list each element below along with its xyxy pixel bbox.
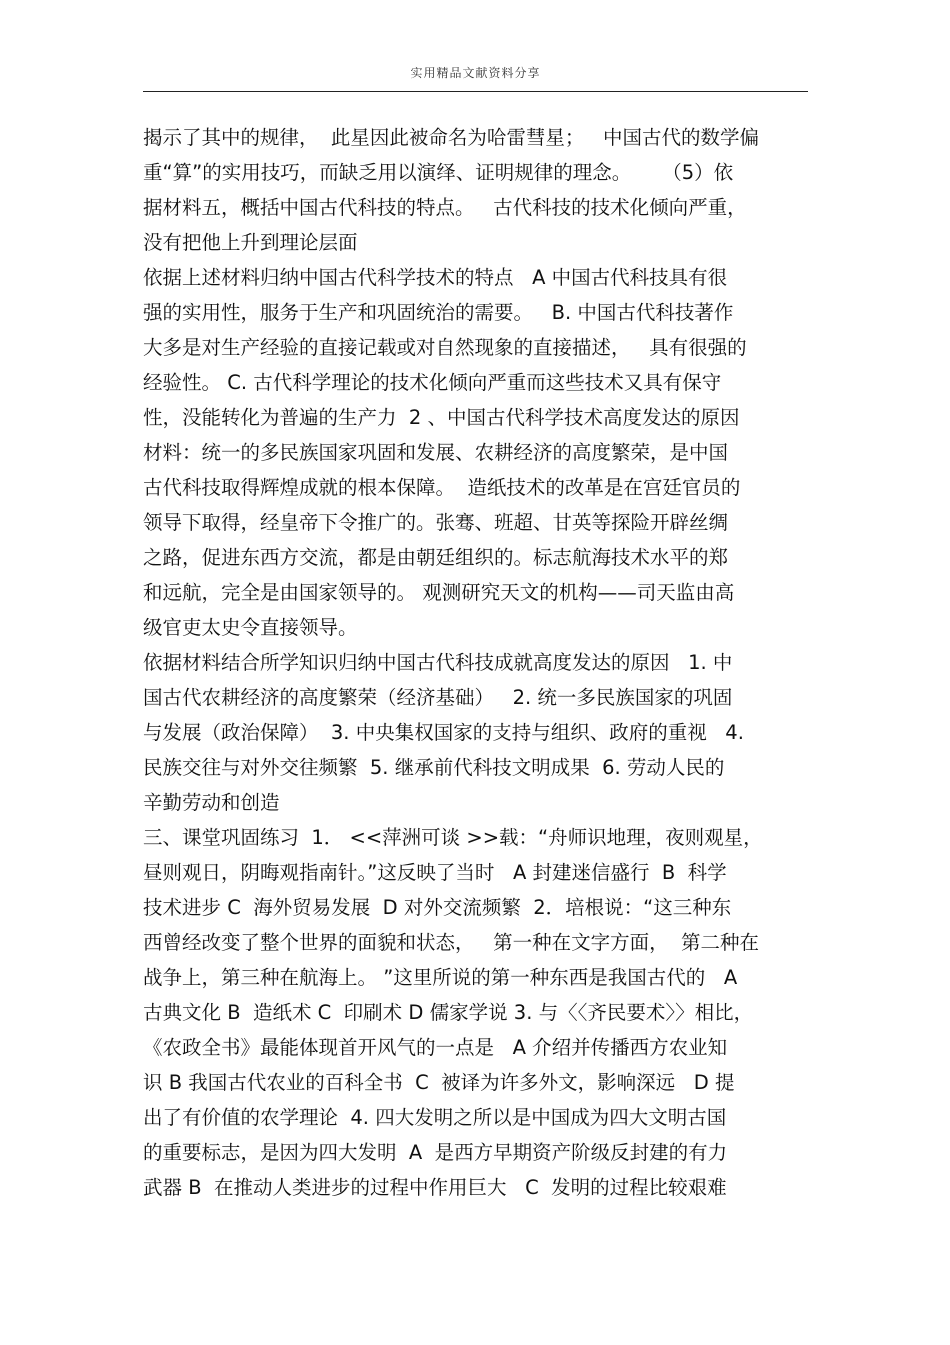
- text-line: 《农政全书》最能体现首开风气的一点是 A 介绍并传播西方农业知: [143, 1036, 728, 1059]
- text-line: 技术进步 C 海外贸易发展 D 对外交流频繁 2．培根说：“这三种东: [143, 896, 732, 919]
- text-line: 依据材料结合所学知识归纳中国古代科技成就高度发达的原因 1. 中: [143, 651, 733, 674]
- document-body: [143, 120, 811, 1205]
- text-line: 强的实用性，服务于生产和巩固统治的需要。 B. 中国古代科技著作: [143, 301, 734, 324]
- text-line: 之路，促进东西方交流，都是由朝廷组织的。标志航海技术水平的郑: [143, 546, 729, 569]
- text-line: 西曾经改变了整个世界的面貌和状态， 第一种在文字方面， 第二种在: [143, 931, 759, 954]
- text-line: 据材料五，概括中国古代科技的特点。 古代科技的技术化倾向严重，: [143, 196, 747, 219]
- text-line: 重“算”的实用技巧，而缺乏用以演绎、证明规律的理念。 （5）依: [143, 161, 734, 184]
- text-line: 经验性。 C. 古代科学理论的技术化倾向严重而这些技术又具有保守: [143, 371, 722, 394]
- text-line: 辛勤劳动和创造: [143, 791, 280, 814]
- text-line: 揭示了其中的规律， 此星因此被命名为哈雷彗星； 中国古代的数学偏: [143, 126, 759, 149]
- text-line: 古代科技取得辉煌成就的根本保障。 造纸技术的改革是在宫廷官员的: [143, 476, 741, 499]
- text-line: 没有把他上升到理论层面: [143, 231, 358, 254]
- text-line: 古典文化 B 造纸术 C 印刷术 D 儒家学说 3. 与〈〈齐民要术〉〉相比，: [143, 1001, 754, 1024]
- text-line: 大多是对生产经验的直接记载或对自然现象的直接描述， 具有很强的: [143, 336, 747, 359]
- text-line: 武器 B 在推动人类进步的过程中作用巨大 C 发明的过程比较艰难: [143, 1176, 727, 1199]
- text-line: 级官吏太史令直接领导。: [143, 616, 358, 639]
- text-line: 三、课堂巩固练习 1． <<萍洲可谈 >>载：“舟师识地理，夜则观星，: [143, 826, 763, 849]
- page-header-title: 实用精品文献资料分享: [410, 66, 541, 80]
- text-line: 出了有价值的农学理论 4. 四大发明之所以是中国成为四大文明古国: [143, 1106, 727, 1129]
- text-line: 领导下取得，经皇帝下令推广的。张骞、班超、甘英等探险开辟丝绸: [143, 511, 729, 534]
- text-line: 战争上，第三种在航海上。 ”这里所说的第一种东西是我国古代的 A: [143, 966, 738, 989]
- text-line: 民族交往与对外交往频繁 5. 继承前代科技文明成果 6. 劳动人民的: [143, 756, 725, 779]
- text-line: 的重要标志，是因为四大发明 A 是西方早期资产阶级反封建的有力: [143, 1141, 728, 1164]
- text-line: 性，没能转化为普遍的生产力 2 、中国古代科学技术高度发达的原因: [143, 406, 740, 429]
- text-line: 与发展（政治保障） 3. 中央集权国家的支持与组织、政府的重视 4.: [143, 721, 744, 744]
- text-line: 国古代农耕经济的高度繁荣（经济基础） 2. 统一多民族国家的巩固: [143, 686, 733, 709]
- header-divider: [143, 91, 808, 92]
- text-line: 和远航，完全是由国家领导的。 观测研究天文的机构——司天监由高: [143, 581, 735, 604]
- text-line: 识 B 我国古代农业的百科全书 C 被译为许多外文，影响深远 D 提: [143, 1071, 735, 1094]
- text-line: 昼则观日，阴晦观指南针。”这反映了当时 A 封建迷信盛行 B 科学: [143, 861, 727, 884]
- text-line: 依据上述材料归纳中国古代科学技术的特点 A 中国古代科技具有很: [143, 266, 728, 289]
- text-line: 材料：统一的多民族国家巩固和发展、农耕经济的高度繁荣，是中国: [143, 441, 729, 464]
